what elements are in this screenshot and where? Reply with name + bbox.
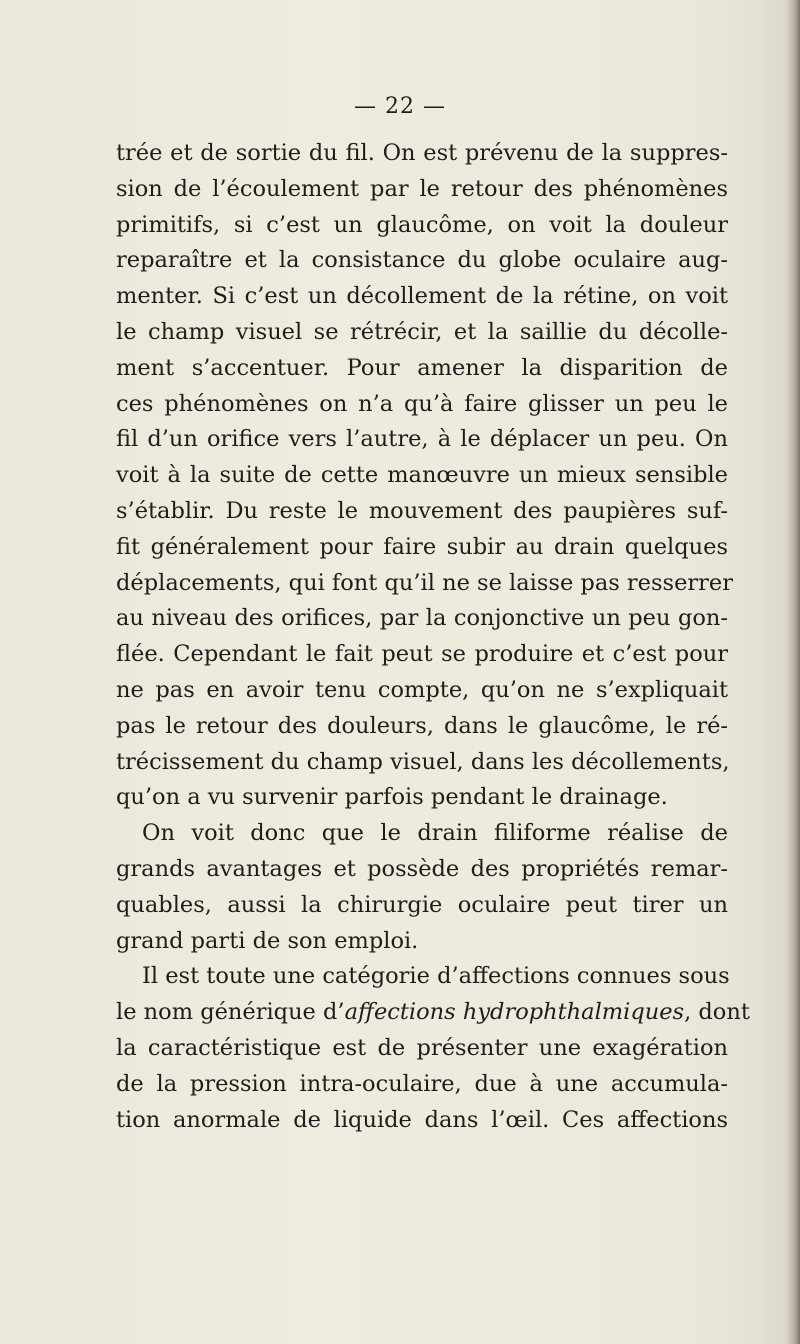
text-line: fit généralement pour faire subir au drain quelques	[116, 533, 728, 560]
text-line: menter. Si c’est un décollement de la rétine, on voit	[116, 283, 728, 310]
text-line: flée. Cependant le fait peut se produire et c’est pour	[116, 641, 728, 668]
text-line: ment s’accentuer. Pour amener la disparition de	[116, 354, 728, 381]
text-line: sion de l’écoulement par le retour des phénomènes	[116, 175, 728, 202]
text-line: primitifs, si c’est un glaucôme, on voit la douleur	[116, 211, 728, 238]
page-number: — 22 —	[354, 94, 446, 119]
text-line: grand parti de son emploi.	[116, 927, 419, 954]
text-line: qu’on a vu survenir parfois pendant le drainage.	[116, 784, 668, 811]
text-line: reparaître et la consistance du globe oculaire aug-	[116, 247, 728, 274]
text-line: grands avantages et possède des propriétés remar-	[116, 855, 728, 882]
page-edge-shadow	[786, 0, 800, 1344]
text-line: fil d’un orifice vers l’autre, à le déplacer un peu. On	[116, 426, 728, 453]
text-segment: , dont	[684, 999, 750, 1026]
text-segment: le nom générique d’	[116, 999, 345, 1026]
text-line: trécissement du champ visuel, dans les décollements,	[116, 748, 730, 775]
text-line: pas le retour des douleurs, dans le glaucôme, le ré-	[116, 712, 728, 739]
text-line: tion anormale de liquide dans l’œil. Ces affections	[116, 1106, 728, 1133]
text-line-with-italic	[116, 995, 750, 1031]
text-line: quables, aussi la chirurgie oculaire peut tirer un	[116, 891, 728, 918]
text-line: s’établir. Du reste le mouvement des paupières suf-	[116, 497, 728, 524]
text-line: déplacements, qui font qu’il ne se laisse pas resserrer	[116, 569, 733, 596]
body-text	[116, 136, 750, 1138]
text-line: ces phénomènes on n’a qu’à faire glisser un peu le	[116, 390, 728, 417]
text-line: ne pas en avoir tenu compte, qu’on ne s’expliquait	[116, 676, 728, 703]
paragraph-start-line: Il est toute une catégorie d’affections connues sous	[142, 963, 730, 990]
italic-term: affections hydrophthalmiques	[344, 999, 685, 1026]
text-line: le champ visuel se rétrécir, et la saillie du décolle-	[116, 318, 728, 345]
text-line: au niveau des orifices, par la conjonctive un peu gon-	[116, 605, 728, 632]
text-line: trée et de sortie du fil. On est prévenu de la suppres-	[116, 140, 728, 166]
text-line: de la pression intra-oculaire, due à une accumula-	[116, 1070, 728, 1097]
text-line: voit à la suite de cette manœuvre un mieux sensible	[116, 462, 728, 489]
paragraph-start-line: On voit donc que le drain filiforme réalise de	[142, 820, 728, 847]
text-line: la caractéristique est de présenter une exagération	[116, 1034, 728, 1061]
